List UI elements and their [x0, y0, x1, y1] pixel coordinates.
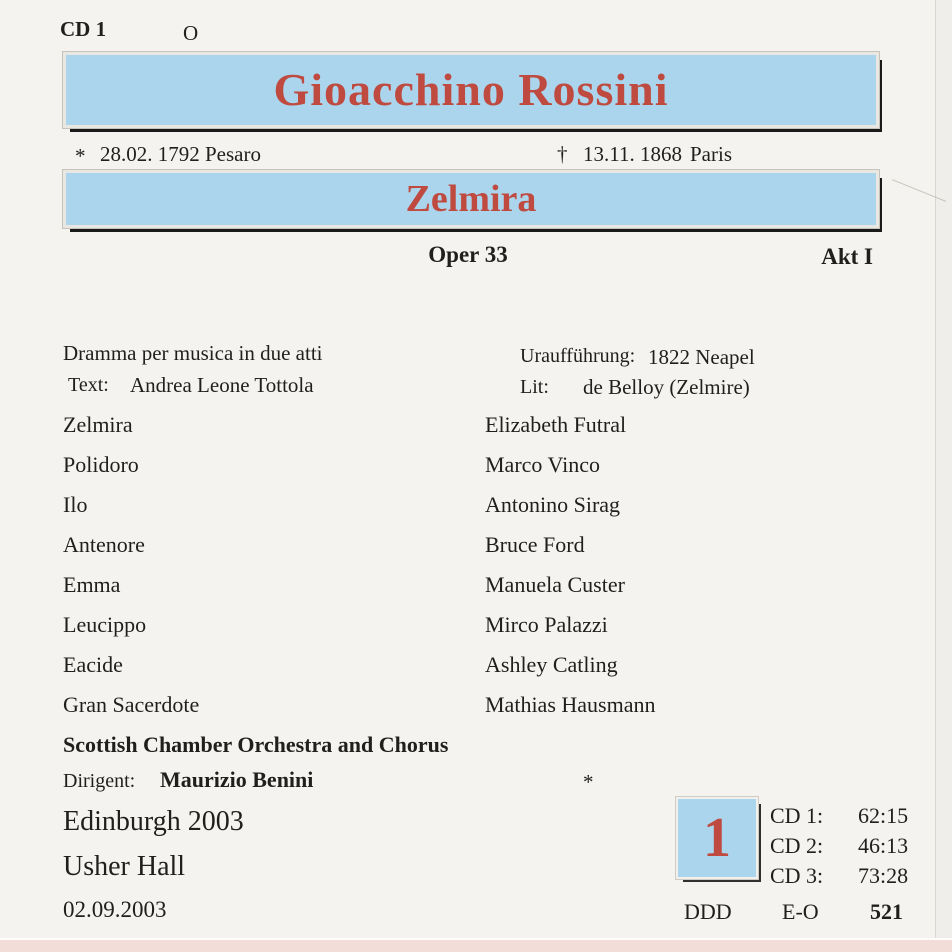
composer-name: Gioacchino Rossini	[273, 64, 669, 115]
role-name: Eacide	[63, 652, 123, 677]
catalog-number: 521	[870, 899, 903, 924]
opus-label: Oper 33	[428, 242, 508, 267]
duration-row	[770, 801, 908, 831]
disc-number-box	[676, 797, 758, 879]
death-date: 13.11. 1868	[583, 142, 682, 166]
scan-card-bottom-edge	[0, 938, 952, 952]
singer-name: Mirco Palazzi	[485, 612, 608, 637]
death-place: Paris	[690, 142, 732, 166]
role-name: Leucippo	[63, 612, 147, 637]
composer-banner	[63, 52, 879, 128]
format-code: DDD	[684, 899, 732, 924]
librettist: Andrea Leone Tottola	[130, 373, 314, 397]
singer-name: Antonino Sirag	[485, 492, 621, 517]
singer-name: Elizabeth Futral	[485, 412, 627, 437]
conductor-name: Maurizio Benini	[160, 767, 314, 792]
premiere-label: Uraufführung:	[520, 345, 636, 367]
singer-name: Marco Vinco	[485, 452, 600, 477]
conductor-label: Dirigent:	[63, 770, 136, 792]
cast-row	[63, 685, 823, 725]
lit-label: Lit:	[520, 376, 549, 398]
cd-number-label: CD 1	[60, 17, 107, 41]
venue-city-year: Edinburgh 2003	[63, 806, 244, 837]
cast-row	[63, 405, 823, 445]
work-title: Zelmira	[405, 178, 537, 220]
birth-date: 28.02. 1792	[100, 142, 200, 166]
cast-row	[63, 525, 823, 565]
cast-row	[63, 605, 823, 645]
birth-place: Pesaro	[205, 142, 261, 166]
cast-row	[63, 445, 823, 485]
marker-o: O	[183, 21, 199, 45]
duration-label: CD 3:	[770, 863, 824, 888]
cast-row	[63, 565, 823, 605]
work-form: Dramma per musica in due atti	[63, 341, 323, 365]
act-label: Akt I	[821, 244, 873, 269]
duration-time: 62:15	[858, 803, 909, 828]
role-name: Ilo	[63, 492, 88, 517]
conductor-note-asterisk: *	[583, 770, 594, 794]
singer-name: Ashley Catling	[485, 652, 618, 677]
role-name: Emma	[63, 572, 121, 597]
durations-list	[770, 801, 908, 891]
singer-name: Mathias Hausmann	[485, 692, 656, 717]
role-name: Zelmira	[63, 412, 133, 437]
duration-time: 73:28	[858, 863, 909, 888]
scan-card-right-edge	[935, 0, 952, 952]
duration-row	[770, 831, 908, 861]
duration-row	[770, 861, 908, 891]
singer-name: Bruce Ford	[485, 532, 585, 557]
duration-time: 46:13	[858, 833, 909, 858]
role-name: Antenore	[63, 532, 145, 557]
premiere-value: 1822 Neapel	[648, 345, 755, 369]
role-name: Polidoro	[63, 452, 139, 477]
venue-hall: Usher Hall	[63, 851, 186, 882]
singer-name: Manuela Custer	[485, 572, 625, 597]
cast-list	[63, 405, 823, 725]
lit-value: de Belloy (Zelmire)	[583, 375, 750, 399]
ensemble-name: Scottish Chamber Orchestra and Chorus	[63, 732, 449, 757]
role-name: Gran Sacerdote	[63, 692, 200, 717]
duration-label: CD 2:	[770, 833, 824, 858]
cast-row	[63, 645, 823, 685]
birth-symbol: *	[75, 144, 86, 168]
edition-code: E-O	[782, 899, 819, 924]
disc-number: 1	[703, 807, 731, 869]
text-label: Text:	[68, 374, 109, 396]
work-title-banner	[63, 170, 879, 228]
duration-label: CD 1:	[770, 803, 824, 828]
cast-row	[63, 485, 823, 525]
recording-date: 02.09.2003	[63, 897, 167, 922]
death-symbol: †	[557, 142, 568, 166]
